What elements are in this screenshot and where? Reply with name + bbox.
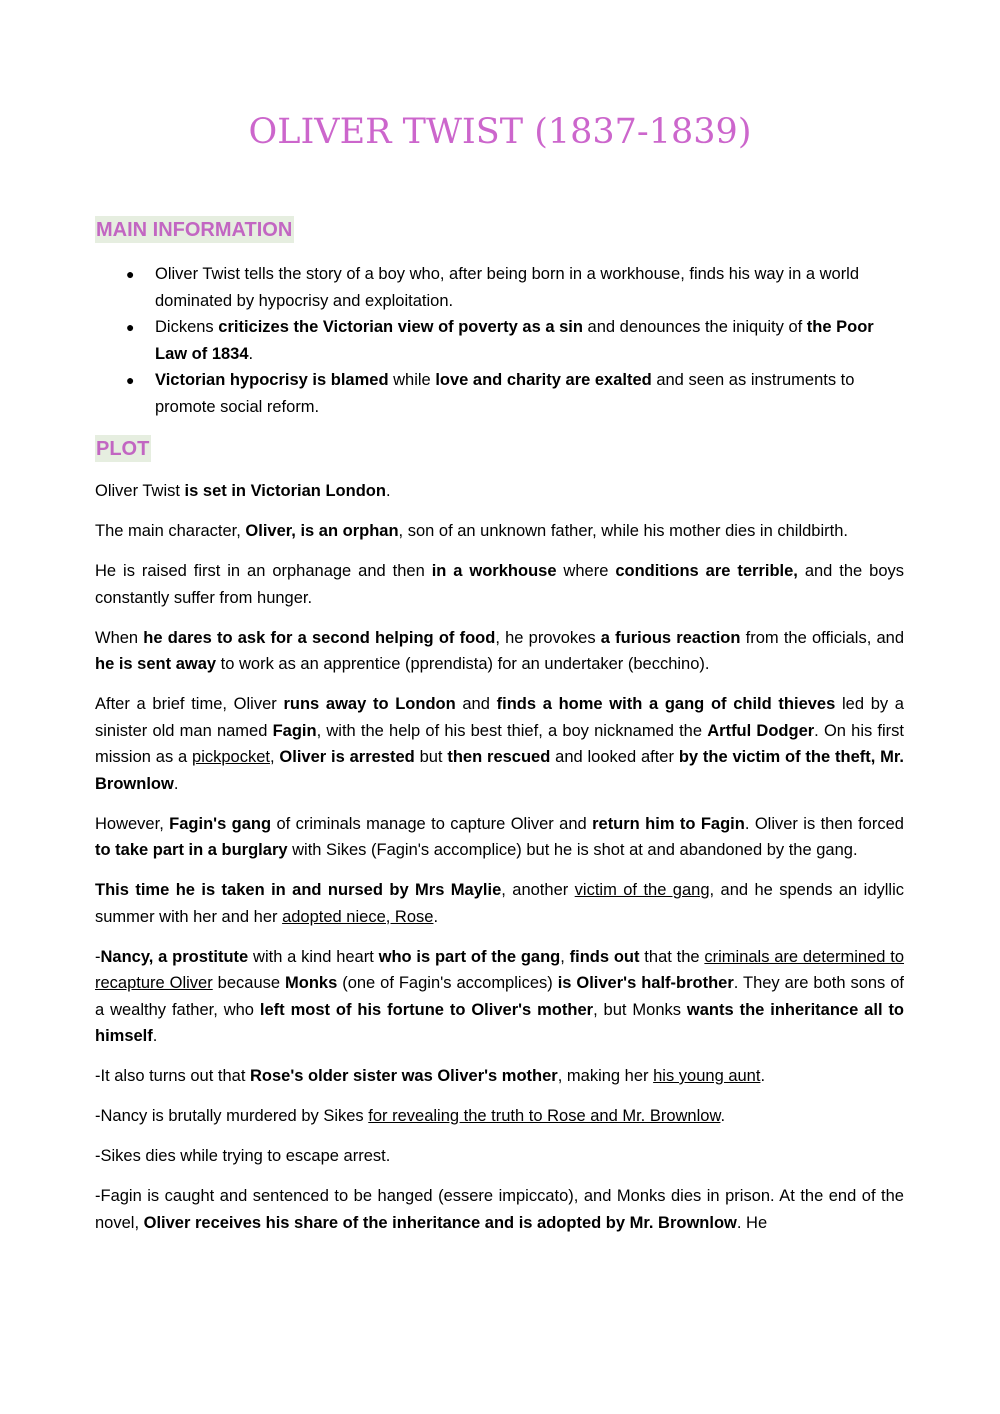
underlined-text: adopted niece, Rose: [282, 907, 434, 926]
text-run: After a brief time, Oliver: [95, 695, 284, 713]
paragraph: [95, 625, 904, 678]
bullet-text: and denounces the iniquity of: [582, 318, 807, 336]
text-run: (one of Fagin's accomplices): [337, 974, 558, 992]
paragraph: [95, 944, 904, 1050]
text-run: .: [385, 482, 391, 500]
bold-text: love and charity are exalted: [435, 371, 652, 389]
text-run: , another: [501, 881, 575, 899]
main-information-list: [95, 261, 907, 420]
bold-text: Oliver is arrested: [279, 748, 415, 766]
bold-text: criticizes the Victorian view of poverty as a sin: [218, 318, 583, 336]
paragraph: [95, 1063, 904, 1090]
bullet-icon: ●: [126, 372, 135, 388]
text-run: When: [95, 628, 144, 647]
bold-text: Fagin's gang: [169, 814, 272, 833]
text-run: ,: [270, 748, 280, 766]
text-run: . He: [736, 1213, 768, 1232]
bold-text: Victorian hypocrisy is blamed: [155, 371, 389, 389]
bold-text: Monks: [285, 974, 338, 992]
text-run: However,: [95, 814, 170, 833]
bold-text: then rescued: [447, 748, 551, 766]
bold-text: a furious reaction: [600, 628, 741, 647]
list-item: [95, 314, 907, 367]
paragraph: [95, 478, 904, 505]
text-run: and: [455, 695, 497, 713]
text-run: , he provokes: [495, 628, 601, 647]
text-run: , and he spends an idyllic summer with her and her: [95, 881, 905, 926]
bold-text: is Oliver's half-brother: [557, 974, 734, 992]
bold-text: Oliver receives his share of the inheritance and is adopted by Mr. Brownlow: [143, 1213, 737, 1232]
paragraph: [95, 877, 904, 930]
bold-text: Artful Dodger: [707, 721, 815, 740]
text-run: .: [152, 1027, 158, 1045]
paragraph: [95, 558, 904, 611]
text-run: The main character,: [95, 522, 246, 540]
paragraph: [95, 1103, 904, 1130]
bold-text: finds out: [569, 947, 640, 966]
bullet-text: .: [248, 344, 254, 363]
text-run: -Sikes dies while trying to escape arrest.: [95, 1147, 391, 1165]
bold-text: This time he is taken in and nursed by Mrs Maylie: [95, 881, 502, 899]
plot-body: [95, 478, 904, 1250]
bold-text: in a workhouse: [431, 562, 557, 580]
underlined-text: pickpocket: [192, 748, 270, 766]
paragraph: [95, 518, 904, 545]
text-run: .: [720, 1107, 726, 1125]
text-run: ,: [560, 947, 570, 966]
bold-text: left most of his fortune to Oliver's mother: [259, 1000, 594, 1019]
text-run: . On his first mission as a: [95, 721, 905, 766]
text-run: where: [556, 562, 616, 580]
bold-text: he dares to ask for a second helping of food: [143, 628, 496, 647]
text-run: .: [433, 907, 439, 926]
text-run: Oliver Twist: [95, 482, 185, 500]
text-run: He is raised first in an orphanage and then: [95, 562, 432, 580]
text-run: from the officials, and: [740, 628, 905, 647]
bold-text: Oliver, is an orphan: [245, 522, 399, 540]
text-run: to work as an apprentice (pprendista) for an undertaker (becchino).: [216, 655, 710, 673]
text-run: . Oliver is then forced: [744, 814, 904, 833]
heading-plot: PLOT: [95, 435, 151, 462]
text-run: and the boys constantly suffer from hunger.: [95, 562, 905, 607]
text-run: -Nancy is brutally murdered by Sikes: [95, 1107, 369, 1125]
text-run: and looked after: [550, 748, 679, 766]
text-run: .: [760, 1067, 766, 1085]
text-run: . They are both sons of a wealthy father, who: [95, 974, 904, 1019]
text-run: that the: [639, 947, 705, 966]
bullet-text: Dickens: [155, 318, 219, 336]
text-run: of criminals manage to capture Oliver and: [271, 814, 593, 833]
text-run: , but Monks: [593, 1000, 687, 1019]
bold-text: to take part in a burglary: [95, 841, 288, 859]
underlined-text: for revealing the truth to Rose and Mr. Brownlow: [368, 1107, 721, 1125]
text-run: with a kind heart: [248, 947, 379, 966]
paragraph: [95, 1143, 904, 1170]
text-run: .: [173, 774, 179, 793]
paragraph: [95, 1183, 904, 1236]
bold-text: Fagin: [272, 721, 317, 740]
text-run: but: [414, 748, 448, 766]
paragraph: [95, 691, 904, 797]
text-run: , with the help of his best thief, a boy nicknamed the: [316, 721, 708, 740]
bold-text: the Poor Law of 1834: [155, 318, 874, 363]
bold-text: runs away to London: [283, 695, 456, 713]
bullet-text: and seen as instruments to promote social reform.: [155, 371, 855, 416]
list-item: [95, 261, 907, 314]
bullet-text: while: [388, 371, 436, 389]
bullet-text: Oliver Twist tells the story of a boy who, after being born in a workhouse, finds his way in a world dominated by hypocrisy and exploitation.: [155, 265, 860, 310]
bullet-icon: ●: [126, 266, 135, 282]
bold-text: he is sent away: [95, 655, 217, 673]
bold-text: Rose's older sister was Oliver's mother: [250, 1067, 558, 1085]
paragraph: [95, 811, 904, 864]
bold-text: finds a home with a gang of child thieves: [496, 695, 836, 713]
text-run: , making her: [557, 1067, 654, 1085]
text-run: -: [95, 947, 101, 966]
underlined-text: victim of the gang: [574, 881, 710, 899]
document-title: OLIVER TWIST (1837-1839): [248, 112, 752, 152]
bullet-icon: ●: [126, 319, 135, 335]
text-run: with Sikes (Fagin's accomplice) but he is shot at and abandoned by the gang.: [287, 841, 858, 859]
bold-text: Nancy, a prostitute: [100, 947, 249, 966]
bold-text: conditions are terrible,: [615, 562, 798, 580]
bold-text: return him to Fagin: [592, 814, 745, 833]
bold-text: is set in Victorian London: [184, 482, 386, 500]
text-run: because: [212, 974, 285, 992]
bold-text: by the victim of the theft, Mr. Brownlow: [95, 748, 904, 793]
text-run: , son of an unknown father, while his mother dies in childbirth.: [398, 522, 848, 540]
text-run: -Fagin is caught and sentenced to be hanged (essere impiccato), and Monks dies in prison. At the end of the novel,: [95, 1187, 904, 1232]
underlined-text: criminals are determined to recapture Oliver: [95, 947, 905, 992]
bold-text: wants the inheritance all to himself: [95, 1000, 905, 1045]
heading-main-information: MAIN INFORMATION: [95, 216, 294, 243]
bold-text: who is part of the gang: [378, 947, 561, 966]
text-run: -It also turns out that: [95, 1067, 250, 1085]
list-item: [95, 367, 907, 420]
text-run: led by a sinister old man named: [95, 695, 904, 740]
underlined-text: his young aunt: [653, 1067, 761, 1085]
